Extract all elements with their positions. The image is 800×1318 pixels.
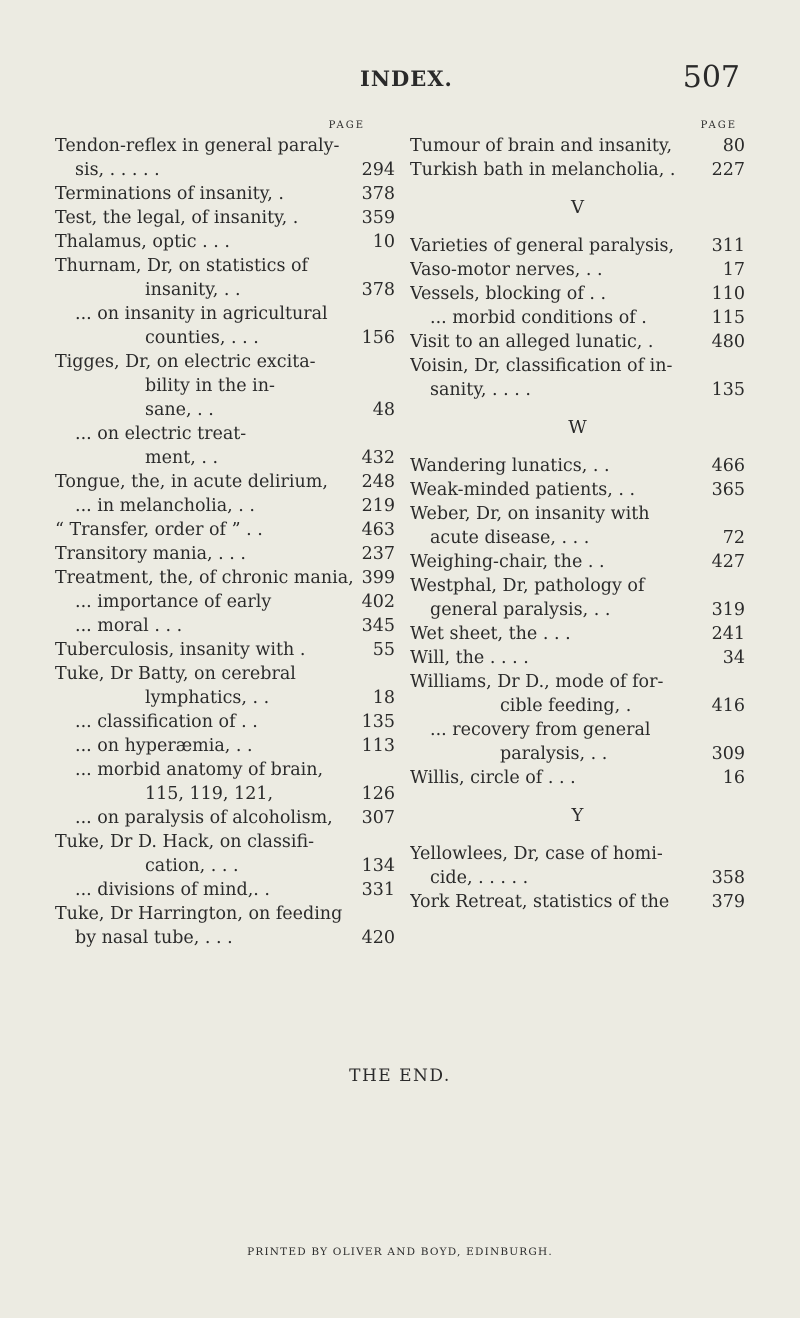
left-entries (55, 134, 395, 950)
index-entry-text: Will, the . . . . (410, 648, 529, 668)
index-entry-page: 156 (361, 328, 395, 348)
index-entry-page: 72 (722, 528, 745, 548)
index-entry (55, 158, 395, 182)
index-entry-page: 402 (361, 592, 395, 612)
index-entry-page: 241 (711, 624, 745, 644)
index-entry-text: Thalamus, optic . . . (55, 232, 230, 252)
index-entry (55, 518, 395, 542)
index-entry-text: Wet sheet, the . . . (410, 624, 571, 644)
index-entry (410, 866, 745, 890)
index-entry-text: Tumour of brain and insanity, (410, 136, 673, 156)
index-entry-page: 378 (361, 280, 395, 300)
index-entry-text: ... moral . . . (75, 616, 183, 636)
index-entry (410, 766, 745, 790)
index-entry (55, 326, 395, 350)
index-entry-text: Varieties of general paralysis, (410, 236, 675, 256)
index-entry (55, 878, 395, 902)
index-entry (55, 614, 395, 638)
index-entry-text: York Retreat, statistics of the (410, 892, 670, 912)
index-entry-page: 331 (361, 880, 395, 900)
index-entry-text: Williams, Dr D., mode of for- (410, 672, 664, 692)
index-entry (55, 926, 395, 950)
index-entry-text: ment, . . (145, 448, 219, 468)
index-entry (410, 598, 745, 622)
index-entry-text: sanity, . . . . (430, 380, 531, 400)
index-entry-text: Weak-minded patients, . . (410, 480, 636, 500)
running-title: INDEX. (360, 66, 453, 91)
index-entry-page: 55 (372, 640, 395, 660)
index-entry-text: 115, 119, 121, (145, 784, 274, 804)
index-entry-page: 416 (711, 696, 745, 716)
index-entry (55, 206, 395, 230)
index-entry-page: 379 (711, 892, 745, 912)
index-entry-page: 309 (711, 744, 745, 764)
index-entry-text: Tuke, Dr D. Hack, on classifi- (55, 832, 315, 852)
index-section (410, 804, 745, 914)
index-entry (55, 902, 395, 926)
index-entry-text: sis, . . . . . (75, 160, 160, 180)
index-entry-page: 248 (361, 472, 395, 492)
index-entry (410, 574, 745, 598)
index-entry (55, 302, 395, 326)
index-entry-text: sane, . . (145, 400, 214, 420)
index-entry-page: 294 (361, 160, 395, 180)
index-entry-text: Voisin, Dr, classification of in- (410, 356, 673, 376)
index-entry-page: 126 (361, 784, 395, 804)
index-entry-text: counties, . . . (145, 328, 259, 348)
the-end: THE END. (349, 1066, 451, 1086)
index-entry-page: 115 (711, 308, 745, 328)
index-entry-page: 463 (361, 520, 395, 540)
index-entry-text: ... classification of . . (75, 712, 258, 732)
index-entry-text: Treatment, the, of chronic mania, (55, 568, 354, 588)
index-entry-text: ... importance of early (75, 592, 272, 612)
index-entry (55, 590, 395, 614)
index-entry-page: 110 (711, 284, 745, 304)
index-entry-text: Vessels, blocking of . . (410, 284, 607, 304)
index-entry-page: 80 (722, 136, 745, 156)
index-entry (410, 158, 745, 182)
index-entry (410, 378, 745, 402)
index-entry-page: 17 (722, 260, 745, 280)
index-entry-text: Westphal, Dr, pathology of (410, 576, 645, 596)
index-entry (410, 502, 745, 526)
index-entry-page: 358 (711, 868, 745, 888)
index-entry (410, 622, 745, 646)
index-entry-page: 48 (372, 400, 395, 420)
index-entry (55, 686, 395, 710)
index-entry-text: paralysis, . . (500, 744, 608, 764)
index-entry (55, 422, 395, 446)
index-entry-text: Tigges, Dr, on electric excita- (55, 352, 316, 372)
index-entry (410, 890, 745, 914)
index-entry-text: Thurnam, Dr, on statistics of (55, 256, 309, 276)
index-entry-text: Test, the legal, of insanity, . (55, 208, 299, 228)
index-entry-page: 10 (372, 232, 395, 252)
index-entry-text: general paralysis, . . (430, 600, 611, 620)
index-entry-page: 307 (361, 808, 395, 828)
index-entry-text: ... in melancholia, . . (75, 496, 255, 516)
index-entry-page: 227 (711, 160, 745, 180)
index-entry (55, 398, 395, 422)
index-entry-text: ... on insanity in agricultural (75, 304, 328, 324)
page-column-label: PAGE (700, 120, 737, 131)
section-letter: W (568, 417, 587, 438)
index-entry (410, 526, 745, 550)
index-entry (410, 282, 745, 306)
index-entry (410, 258, 745, 282)
index-entry (55, 662, 395, 686)
right-column (410, 120, 745, 914)
index-entry-page: 135 (711, 380, 745, 400)
section-letter: V (571, 197, 584, 218)
index-entry-text: “ Transfer, order of ” . . (55, 520, 263, 540)
index-entry-page: 113 (361, 736, 395, 756)
index-entry-text: lymphatics, . . (145, 688, 270, 708)
index-entry (410, 478, 745, 502)
index-entry-text: bility in the in- (145, 376, 275, 396)
index-entry-text: Weber, Dr, on insanity with (410, 504, 650, 524)
running-head (140, 60, 740, 100)
index-entry-page: 135 (361, 712, 395, 732)
index-entry-text: Yellowlees, Dr, case of homi- (410, 844, 663, 864)
index-entry (410, 646, 745, 670)
section-letter: Y (571, 805, 584, 826)
index-entry (55, 854, 395, 878)
index-entry-page: 378 (361, 184, 395, 204)
index-entry-page: 480 (711, 332, 745, 352)
index-section (410, 134, 745, 182)
index-entry-page: 399 (361, 568, 395, 588)
index-entry-page: 311 (711, 236, 745, 256)
index-entry (55, 566, 395, 590)
index-entry (55, 374, 395, 398)
index-entry-page: 432 (361, 448, 395, 468)
index-entry-text: Tuberculosis, insanity with . (55, 640, 306, 660)
index-entry (55, 494, 395, 518)
index-entry (410, 454, 745, 478)
index-entry-text: Tuke, Dr Harrington, on feeding (55, 904, 343, 924)
index-entry (55, 182, 395, 206)
index-entry (55, 710, 395, 734)
index-entry (55, 638, 395, 662)
index-entry (55, 278, 395, 302)
index-entry-text: by nasal tube, . . . (75, 928, 233, 948)
index-entry-text: ... divisions of mind,. . (75, 880, 270, 900)
index-entry (55, 782, 395, 806)
index-entry-page: 359 (361, 208, 395, 228)
index-entry-page: 34 (722, 648, 745, 668)
index-entry-text: ... on hyperæmia, . . (75, 736, 253, 756)
index-section (410, 196, 745, 402)
index-entry (410, 330, 745, 354)
index-entry-page: 345 (361, 616, 395, 636)
index-entry (410, 306, 745, 330)
index-entry (55, 734, 395, 758)
index-entry-page: 134 (361, 856, 395, 876)
index-section (410, 416, 745, 790)
index-entry (410, 354, 745, 378)
index-entry (55, 134, 395, 158)
index-entry-page: 365 (711, 480, 745, 500)
index-entry-page: 16 (722, 768, 745, 788)
index-entry (410, 550, 745, 574)
index-entry-text: ... morbid anatomy of brain, (75, 760, 324, 780)
index-entry-text: Tongue, the, in acute delirium, (55, 472, 328, 492)
index-entry-page: 427 (711, 552, 745, 572)
index-entry-page: 319 (711, 600, 745, 620)
index-entry-text: insanity, . . (145, 280, 241, 300)
index-entry (55, 758, 395, 782)
index-entry-text: Turkish bath in melancholia, . (410, 160, 676, 180)
index-entry (55, 254, 395, 278)
index-entry (55, 446, 395, 470)
index-entry (55, 806, 395, 830)
index-entry-text: Tendon-reflex in general paraly- (55, 136, 340, 156)
index-entry-text: Tuke, Dr Batty, on cerebral (55, 664, 296, 684)
index-entry-page: 237 (361, 544, 395, 564)
page-number: 507 (682, 60, 740, 95)
index-entry-text: Wandering lunatics, . . (410, 456, 610, 476)
index-entry-text: Visit to an alleged lunatic, . (410, 332, 654, 352)
index-entry (55, 542, 395, 566)
right-sections (410, 134, 745, 914)
index-entry (410, 234, 745, 258)
index-entry-page: 466 (711, 456, 745, 476)
index-entry-text: cide, . . . . . (430, 868, 529, 888)
index-entry-text: cible feeding, . (500, 696, 632, 716)
index-entry (410, 742, 745, 766)
index-entry-text: Weighing-chair, the . . (410, 552, 605, 572)
index-entry (410, 694, 745, 718)
page-column-label: PAGE (328, 120, 365, 131)
left-column (55, 120, 395, 950)
printer-imprint: PRINTED BY OLIVER AND BOYD, EDINBURGH. (247, 1246, 553, 1258)
index-entry-text: ... recovery from general (430, 720, 651, 740)
index-entry-text: Terminations of insanity, . (55, 184, 284, 204)
index-entry (410, 842, 745, 866)
index-entry (410, 134, 745, 158)
index-entry (55, 830, 395, 854)
index-entry (55, 230, 395, 254)
index-entry-text: ... on paralysis of alcoholism, (75, 808, 333, 828)
index-entry-text: cation, . . . (145, 856, 239, 876)
index-entry-text: ... on electric treat- (75, 424, 247, 444)
index-entry-text: acute disease, . . . (430, 528, 590, 548)
index-entry-page: 219 (361, 496, 395, 516)
index-entry-text: Vaso-motor nerves, . . (410, 260, 603, 280)
index-entry (55, 350, 395, 374)
index-entry-text: Transitory mania, . . . (55, 544, 246, 564)
index-entry (55, 470, 395, 494)
index-entry-text: ... morbid conditions of . (430, 308, 647, 328)
index-entry-page: 420 (361, 928, 395, 948)
index-entry (410, 718, 745, 742)
index-entry-text: Willis, circle of . . . (410, 768, 576, 788)
index-entry (410, 670, 745, 694)
index-entry-page: 18 (372, 688, 395, 708)
